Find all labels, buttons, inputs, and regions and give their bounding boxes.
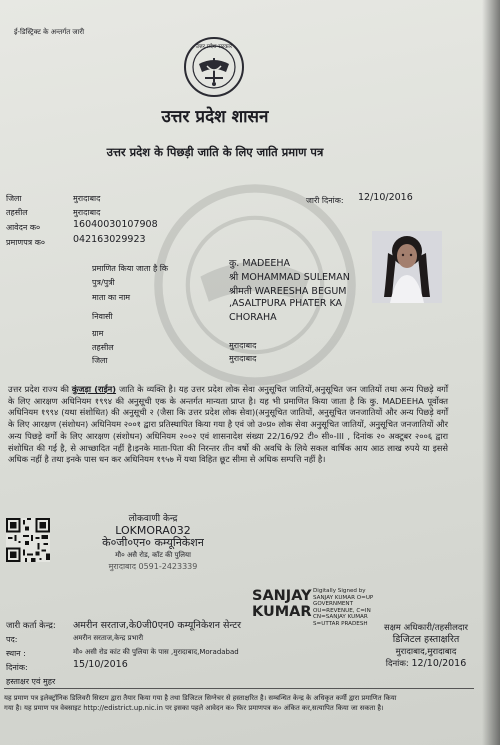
address-line-1: ,ASALTPURA PHATER KA xyxy=(229,298,343,309)
emblem-text: उत्तर प्रदेश सरकार xyxy=(195,44,233,50)
person-district-value: मुरादाबाद xyxy=(229,354,257,363)
issue-date-label: जारी दिनांक: xyxy=(306,196,344,205)
footer-divider xyxy=(4,688,474,689)
village-label: ग्राम xyxy=(92,329,104,338)
authority-digital-sign: डिजिटल हस्ताक्षरित xyxy=(392,634,460,645)
paragraph-part-1: उत्तर प्रदेश राज्य की xyxy=(8,384,72,394)
district-value: मुरादाबाद xyxy=(73,194,101,203)
signer-name xyxy=(252,588,312,620)
document-subtitle: उत्तर प्रदेश के पिछड़ी जाति के लिए जाति प्रमाण पत्र xyxy=(106,145,324,159)
document-title: उत्तर प्रदेश शासन xyxy=(161,107,269,127)
caste-name: कुंजड़ा (राईन) xyxy=(71,384,117,394)
footer-note xyxy=(4,693,474,713)
son-daughter-label: पुत्र/पुत्री xyxy=(92,278,115,287)
person-tehsil-value: मुरादाबाद xyxy=(229,341,257,350)
authority-date-label: दिनांक: xyxy=(385,659,409,669)
tehsil-label: तहसील xyxy=(6,208,28,217)
post-value: अमरीन सरताज,केन्द्र प्रभारी xyxy=(73,634,144,642)
kendra-address: मौ० असै रोड, कॉट की पुलिया xyxy=(115,551,191,559)
signer-name-line-1: SANJAY xyxy=(252,588,312,604)
father-name: श्री MOHAMMAD SULEMAN xyxy=(229,272,350,283)
applicant-name: कु. MADEEHA xyxy=(229,258,290,269)
page-edge-shadow xyxy=(482,0,500,745)
qr-code xyxy=(6,518,50,562)
kendra-name: के०जी०एन० कम्यूनिकेशन xyxy=(102,536,204,549)
tehsil-value: मुरादाबाद xyxy=(73,208,101,217)
certificate-number-value: 042163029923 xyxy=(73,234,146,245)
issuer-kendra-label: जारी कर्ता केन्द्र: xyxy=(6,621,56,631)
issuer-date-label: दिनांक: xyxy=(6,663,28,672)
kendra-code: LOKMORA032 xyxy=(115,524,191,537)
certificate-paragraph xyxy=(8,384,448,466)
address-line-2: CHORAHA xyxy=(229,312,277,323)
applicant-photo xyxy=(372,231,442,303)
footer-line-1: यह प्रमाण पत्र इलेक्ट्रॉनिक डिलिवरी सिस्टम द्वारा तैयार किया गया है तथा डिजिटल सिग्नेचर से हस्ताक्षरित है। सम्बन्धित केन्द्र के अधिकृत कर्मी द्वारा प्रमाणित किया xyxy=(4,694,397,702)
application-number-label: आवेदन क० xyxy=(6,223,41,232)
competent-authority xyxy=(366,622,486,670)
post-label: पद: xyxy=(6,635,18,644)
authority-date-value: 12/10/2016 xyxy=(411,658,467,669)
issuer-date-value: 15/10/2016 xyxy=(73,659,128,670)
signer-name-line-2: KUMAR xyxy=(252,604,312,620)
sign-seal-label: हस्ताक्षर एवं मुहर xyxy=(6,677,56,686)
mother-name: श्रीमती WAREESHA BEGUM xyxy=(229,286,347,297)
paragraph-part-2: जाति के व्यक्ति है। यह उत्तर प्रदेश लोक सेवा अनुसूचित जातियों,अनुसूचित जन जातियों तथा अन्य पिछड़े वर्गों के लिए आरक्षण अधिनियम १९९४ की अनुसूची एक के अन्तर्गत मान्यता प्राप्त है। यह भी प्रमाणित किया जाता है कि कु. MADEEHA पूर्वोक्त अधिनियम १९९४ (यथा संशोधित) की अनुसूची २ (जैसा कि उत्तर प्रदेश लोक सेवा)(अनुसूचित जातियों, अनुसूचित जनजातियों और अन्य पिछड़े वर्गों के लिए आरक्षण (संशोधन) अधिनियम २००१ द्वारा प्रतिस्थापित किया गया है एवं जो उ०प्र० लोक सेवा अनुसूचित जातियों, अनुसूचित जनजातियों और अन्य पिछड़े वर्गों के लिए आरक्षण (संशोधन) अधिनियम २००२ एवं शासनादेश संख्या 22/16/92 टी० सी०-III , दिनांक २० अक्टूबर २००६ द्वारा संशोधित की गई है, से आच्छादित नहीं है।इनके माता-पिता की निरन्तर तीन वर्षो की अवधि के लिये सकल वार्षिक आय आठ लाख रुपये या इससे अधिक नहीं है तथा इनके पास धन कर अधिनियम १९५७ में यथा विहित छूट सीमा से अधिक सम्पत्ति नहीं है। xyxy=(8,384,448,465)
kendra-title: लोकवाणी केन्द्र xyxy=(128,514,178,524)
mother-label: माता का नाम xyxy=(92,293,131,302)
person-district-label: जिला xyxy=(92,356,108,365)
kendra-city-phone: मुरादाबाद 0591-2423339 xyxy=(108,562,198,571)
application-number-value: 16040030107908 xyxy=(73,219,158,230)
certificate-number-label: प्रमाणपत्र क० xyxy=(6,238,45,247)
footer-line-2: गया है। यह प्रमाण पत्र वेबसाइट http://edistrict.up.nic.in पर इसका पहले आवेदन क० फिर प्रमाणपत्र क० अंकित कर,सत्यापित किया जा सकता है। xyxy=(4,704,384,712)
authority-title: सक्षम अधिकारी/तहसीलदार xyxy=(383,623,469,633)
person-tehsil-label: तहसील xyxy=(92,343,114,352)
digital-signature-details: Digitally Signed by SANJAY KUMAR O=UP GOVERNMENT OU=REVENUE, C=IN CN=SANJAY KUMAR S=UTTAR PRADESH xyxy=(313,588,374,627)
place-label: स्थान : xyxy=(6,649,26,658)
district-label: जिला xyxy=(6,194,22,203)
certified-label: प्रमाणित किया जाता है कि xyxy=(92,264,169,273)
kendra-stamp xyxy=(88,513,218,573)
issue-date-value: 12/10/2016 xyxy=(358,192,413,203)
issuer-kendra-value: अमरीन सरताज,के0जी0एन0 कम्यूनिकेशन सेन्टर xyxy=(73,620,242,631)
authority-place: मुरादाबाद,मुरादाबाद xyxy=(395,647,457,657)
edistrict-note: ई-डिस्ट्रिक्ट के अन्तर्गत जारी xyxy=(14,28,85,36)
resident-label: निवासी xyxy=(92,312,113,321)
place-value: मौ० असी रोड कांट की पुलिया के पास ,मुरादाबाद,Moradabad xyxy=(73,648,239,656)
